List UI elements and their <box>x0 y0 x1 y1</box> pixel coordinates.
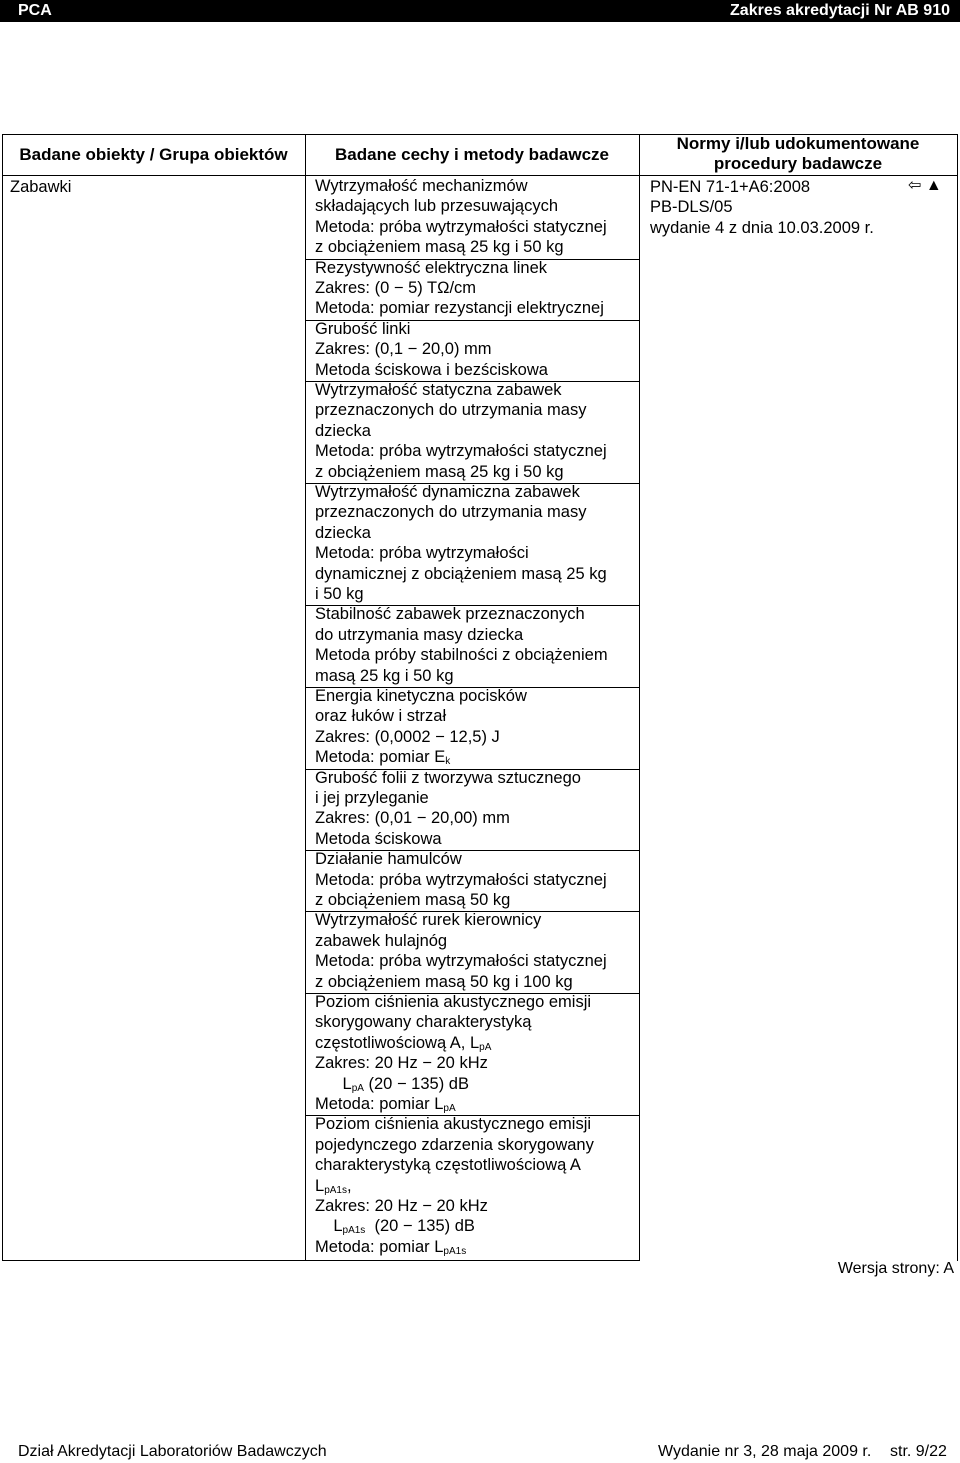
page-version: Wersja strony: A <box>837 1260 954 1277</box>
feature-line: charakterystyką częstotliwościową A <box>315 1156 581 1175</box>
feature-line: Zakres: (0,0002 − 12,5) J <box>315 727 500 746</box>
footer-edition: Wydanie nr 3, 28 maja 2009 r. <box>658 1443 872 1460</box>
feature-line: przeznaczonych do utrzymania masy <box>315 401 587 420</box>
table-border-right <box>957 134 958 1261</box>
header-organization: PCA <box>18 2 52 19</box>
table-border-left <box>2 134 3 1261</box>
norm-edition: wydanie 4 z dnia 10.03.2009 r. <box>650 218 874 237</box>
feature-line: i 50 kg <box>315 584 364 603</box>
feature-line: Wytrzymałość dynamiczna zabawek <box>315 483 580 501</box>
feature-line: Poziom ciśnienia akustycznego emisji <box>315 993 592 1011</box>
feature-line: Grubość linki <box>315 319 411 338</box>
feature-entry <box>315 380 607 482</box>
footer-page-number: str. 9/22 <box>890 1443 947 1460</box>
norm-change-markers: ⇦ ▲ <box>908 177 942 194</box>
feature-entry <box>315 992 591 1114</box>
table-border-bottom <box>2 1260 640 1261</box>
feature-line: Wytrzymałość mechanizmów <box>315 177 528 195</box>
feature-line: oraz łuków i strzał <box>315 707 447 726</box>
table-divider-2 <box>639 134 640 1261</box>
object-name: Zabawki <box>10 178 72 196</box>
feature-entry <box>315 910 607 992</box>
feature-entry <box>315 319 548 380</box>
feature-line: z obciążeniem masą 50 kg <box>315 890 511 909</box>
subscript: pA <box>479 1041 492 1053</box>
feature-line: pojedynczego zdarzenia skorygowany <box>315 1135 594 1154</box>
feature-line: przeznaczonych do utrzymania masy <box>315 503 587 522</box>
column-header-norms <box>639 134 957 174</box>
feature-line: Zakres: 20 Hz − 20 kHz <box>315 1196 488 1215</box>
feature-entry <box>315 482 607 604</box>
feature-line: częstotliwościową A, $L_{pA}$ <box>315 1033 492 1053</box>
norm-procedure: PB-DLS/05 <box>650 198 733 217</box>
subscript: pA1s <box>443 1245 467 1257</box>
column-header-objects: Badane obiekty / Grupa obiektów <box>19 145 288 164</box>
feature-line: Zakres: (0,1 − 20,0) mm <box>315 340 492 359</box>
column-header-norms-line2: procedury badawcze <box>713 154 883 173</box>
feature-entry <box>315 686 527 768</box>
feature-line: $L_{pA}$ (20 − 135) dB <box>315 1074 469 1094</box>
feature-line: Wytrzymałość rurek kierownicy <box>315 911 542 930</box>
footer-department: Dział Akredytacji Laboratoriów Badawczych <box>18 1443 327 1460</box>
feature-line: do utrzymania masy dziecka <box>315 625 524 644</box>
feature-line: z obciążeniem masą 50 kg i 100 kg <box>315 972 573 991</box>
subscript: pA <box>351 1082 364 1094</box>
feature-line: masą 25 kg i 50 kg <box>315 666 454 685</box>
feature-line: dynamicznej z obciążeniem masą 25 kg <box>315 564 607 583</box>
feature-line: Rezystywność elektryczna linek <box>315 258 547 277</box>
subscript: pA1s <box>324 1184 347 1196</box>
subscript: pA <box>443 1102 456 1114</box>
feature-line: Metoda: pomiar $L_{pA}$ <box>315 1094 456 1114</box>
feature-line: Wytrzymałość statyczna zabawek <box>315 381 562 399</box>
subscript: pA1s <box>342 1225 366 1237</box>
feature-line: zabawek hulajnóg <box>315 931 448 950</box>
feature-line: i jej przyleganie <box>315 788 429 807</box>
feature-line: Metoda: pomiar rezystancji elektrycznej <box>315 299 604 318</box>
feature-line: Metoda: próba wytrzymałości statycznej <box>315 952 607 971</box>
feature-line: Metoda ściskowa <box>315 829 442 848</box>
feature-line: z obciążeniem masą 25 kg i 50 kg <box>315 238 564 257</box>
norms-list <box>650 177 874 238</box>
header-document-title: Zakres akredytacji Nr AB 910 <box>730 2 950 19</box>
feature-line: Metoda: próba wytrzymałości <box>315 544 529 563</box>
feature-line: Metoda: próba wytrzymałości statycznej <box>315 442 607 461</box>
feature-line: Metoda: próba wytrzymałości statycznej <box>315 217 607 236</box>
feature-line: Grubość folii z tworzywa sztucznego <box>315 768 581 787</box>
feature-line: skorygowany charakterystyką <box>315 1013 532 1032</box>
feature-line: Metoda ściskowa i bezściskowa <box>315 360 548 379</box>
column-header-features: Badane cechy i metody badawcze <box>335 145 609 164</box>
feature-entry <box>315 849 607 910</box>
feature-line: z obciążeniem masą 25 kg i 50 kg <box>315 462 564 481</box>
feature-line: Energia kinetyczna pocisków <box>315 687 527 705</box>
table-divider-1 <box>305 134 306 1261</box>
feature-entry <box>315 1114 594 1257</box>
feature-line: Zakres: (0 − 5) TΩ/cm <box>315 278 477 297</box>
norm-standard: PN-EN 71-1+A6:2008 <box>650 178 811 196</box>
feature-line: Poziom ciśnienia akustycznego emisji <box>315 1115 592 1134</box>
feature-line: Metoda: pomiar $E_k$ <box>315 748 451 768</box>
feature-line: Działanie hamulców <box>315 850 462 869</box>
feature-line: Metoda próby stabilności z obciążeniem <box>315 646 608 665</box>
feature-line: $L_{pA1s}$ (20 − 135) dB <box>315 1217 475 1237</box>
feature-entry <box>315 258 604 319</box>
feature-line: dziecka <box>315 523 371 542</box>
feature-entry <box>315 604 608 686</box>
feature-line: Zakres: (0,01 − 20,00) mm <box>315 809 510 828</box>
feature-entry <box>315 768 581 850</box>
feature-line: Zakres: 20 Hz − 20 kHz <box>315 1054 488 1073</box>
feature-line: $L_{pA1s}$, <box>315 1176 352 1196</box>
feature-line: Stabilność zabawek przeznaczonych <box>315 605 585 624</box>
feature-line: składających lub przesuwających <box>315 197 559 216</box>
feature-line: Metoda: próba wytrzymałości statycznej <box>315 870 607 889</box>
feature-entry <box>315 176 607 258</box>
subscript: k <box>445 756 451 768</box>
feature-line: Metoda: pomiar $L_{pA1s}$ <box>315 1237 467 1257</box>
feature-line: dziecka <box>315 421 371 440</box>
column-header-norms-line1: Normy i/lub udokumentowane <box>676 134 920 153</box>
